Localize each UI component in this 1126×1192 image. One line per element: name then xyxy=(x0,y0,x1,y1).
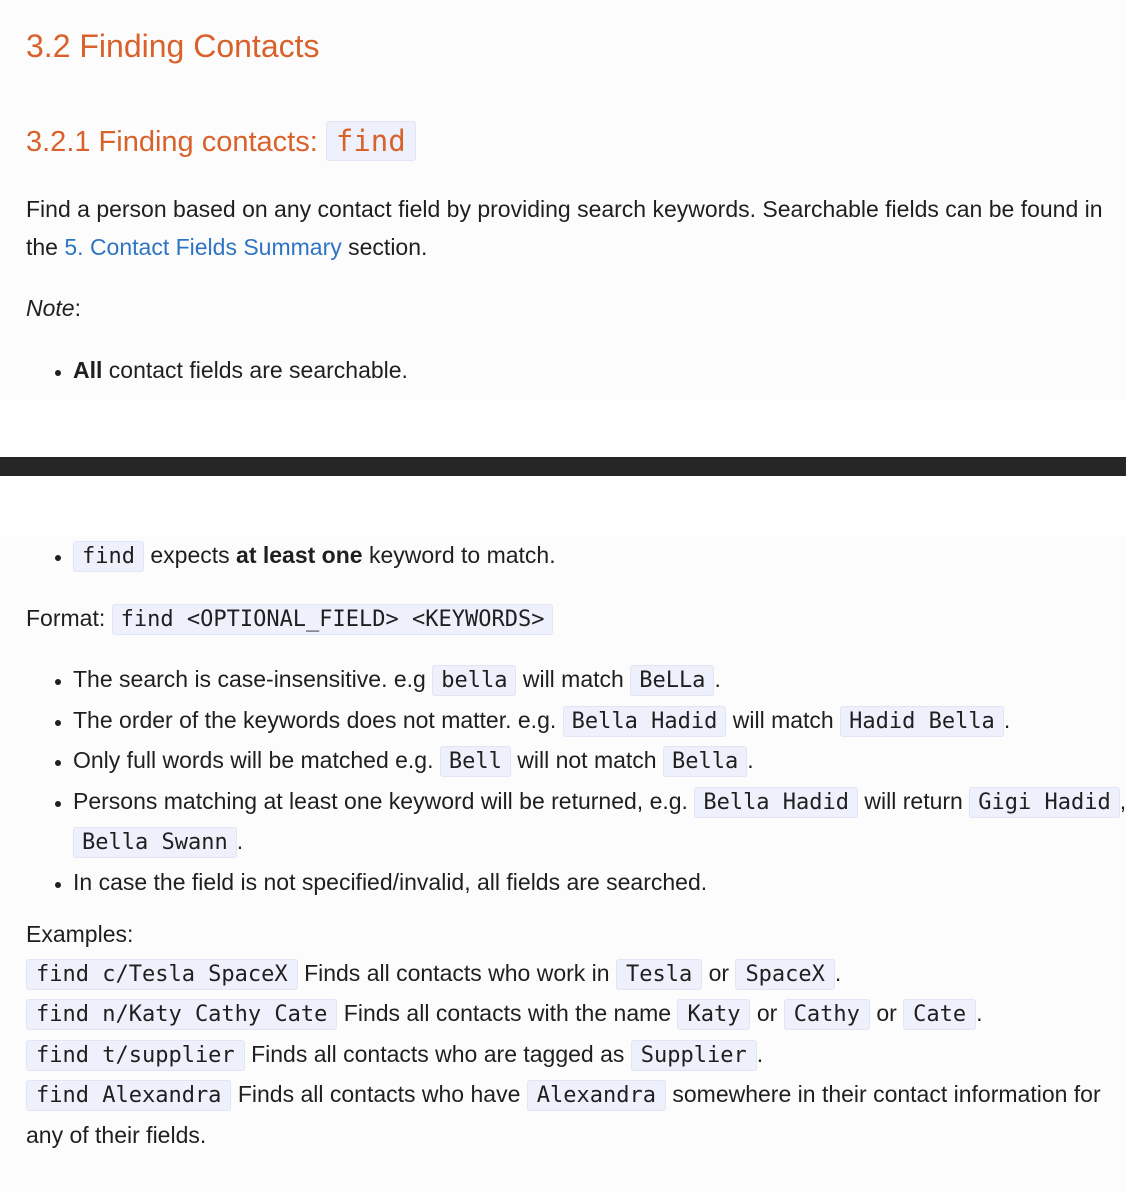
keyword-code: Cate xyxy=(903,999,976,1030)
example-code: find Alexandra xyxy=(26,1080,231,1111)
note-list-continued xyxy=(26,536,1126,577)
rules-list xyxy=(26,660,1126,901)
example-code: find c/Tesla SpaceX xyxy=(26,959,298,990)
example-text: Finds all contacts who are tagged as xyxy=(251,1040,625,1067)
note-text: contact fields are searchable. xyxy=(108,357,408,383)
format-line xyxy=(26,599,1106,639)
list-item xyxy=(73,863,1126,902)
rule-punct: . xyxy=(714,666,721,692)
keyword-code: Tesla xyxy=(616,959,702,990)
note-label-text: Note xyxy=(26,295,75,321)
list-item xyxy=(73,741,1126,782)
rule-code: Bella Hadid xyxy=(563,706,727,737)
contact-fields-summary-link[interactable]: 5. Contact Fields Summary xyxy=(64,234,342,260)
rule-text: will match xyxy=(732,706,834,733)
keyword-code: Katy xyxy=(677,999,750,1030)
list-item xyxy=(73,351,1126,390)
keyword-code: SpaceX xyxy=(735,959,834,990)
example-text: or xyxy=(708,959,730,986)
rule-code: Hadid Bella xyxy=(840,706,1004,737)
note-label-colon: : xyxy=(74,295,81,321)
rule-punct: . xyxy=(236,828,244,854)
rule-code: Bell xyxy=(440,746,511,777)
example-code: find t/supplier xyxy=(26,1040,245,1071)
example-line xyxy=(26,1075,1106,1154)
page-break-divider xyxy=(0,457,1126,476)
subsection-command-code: find xyxy=(326,121,416,161)
note-text: expects xyxy=(150,542,230,568)
example-text: Finds all contacts with the name xyxy=(343,1000,672,1026)
note-label xyxy=(26,289,1106,327)
intro-paragraph xyxy=(26,190,1106,266)
example-text: somewhere in their contact information for any of their fields. xyxy=(26,1081,1101,1148)
rule-text: Persons matching at least one keyword will be returned, e.g. xyxy=(73,787,688,814)
rule-text: In case the field is not specified/invalid, all fields are searched. xyxy=(73,868,708,895)
example-text: or xyxy=(756,1000,778,1026)
note-bold: at least one xyxy=(236,542,363,568)
rule-punct: . xyxy=(1003,706,1011,733)
example-line xyxy=(26,1035,1106,1076)
list-item xyxy=(73,660,1126,701)
rule-punct: , xyxy=(1119,787,1126,814)
note-text-rest: keyword to match. xyxy=(368,542,556,568)
note-code: find xyxy=(73,541,144,572)
list-item xyxy=(73,782,1126,863)
rule-code: Bella Hadid xyxy=(694,787,858,818)
keyword-code: Cathy xyxy=(784,999,870,1030)
keyword-code: Alexandra xyxy=(527,1080,666,1111)
list-item xyxy=(73,536,1126,577)
examples-label: Examples: xyxy=(26,921,134,947)
example-punct: . xyxy=(834,959,842,986)
intro-text-after: section. xyxy=(348,234,428,260)
keyword-code: Supplier xyxy=(631,1040,757,1071)
example-punct: . xyxy=(756,1040,764,1067)
example-line xyxy=(26,994,1106,1035)
rule-text: will not match xyxy=(517,747,657,773)
intro-text: Find a person based on any contact field by providing search keywords. Searchable fields can be found in the xyxy=(26,196,1103,260)
example-code: find n/Katy Cathy Cate xyxy=(26,999,337,1030)
example-punct: . xyxy=(976,1000,983,1026)
example-text: Finds all contacts who have xyxy=(237,1081,521,1107)
rule-code: Gigi Hadid xyxy=(969,787,1119,818)
top-panel xyxy=(0,0,1126,399)
rule-text: will return xyxy=(864,787,963,814)
format-code: find <OPTIONAL_FIELD> <KEYWORDS> xyxy=(112,604,554,635)
rule-code: bella xyxy=(432,665,516,696)
section-title: 3.2 Finding Contacts xyxy=(26,28,320,64)
rule-code: Bella xyxy=(663,746,747,777)
rule-text: The order of the keywords does not matter. e.g. xyxy=(73,706,557,733)
subsection-title xyxy=(26,124,416,159)
rule-code: BeLLa xyxy=(630,665,714,696)
note-list xyxy=(26,351,1126,390)
example-line xyxy=(26,954,1106,995)
rule-code: Bella Swann xyxy=(73,827,237,858)
rule-text: will match xyxy=(522,666,624,692)
rule-text: Only full words will be matched e.g. xyxy=(73,747,434,773)
list-item xyxy=(73,701,1126,742)
rule-text: The search is case-insensitive. e.g xyxy=(73,666,426,692)
format-label: Format: xyxy=(26,605,106,631)
note-bold: All xyxy=(73,357,103,383)
example-text: or xyxy=(876,1000,897,1026)
examples-block xyxy=(26,915,1106,1154)
rule-punct: . xyxy=(747,747,754,773)
example-text: Finds all contacts who work in xyxy=(304,959,610,986)
subsection-title-text: 3.2.1 Finding contacts: xyxy=(26,126,318,158)
